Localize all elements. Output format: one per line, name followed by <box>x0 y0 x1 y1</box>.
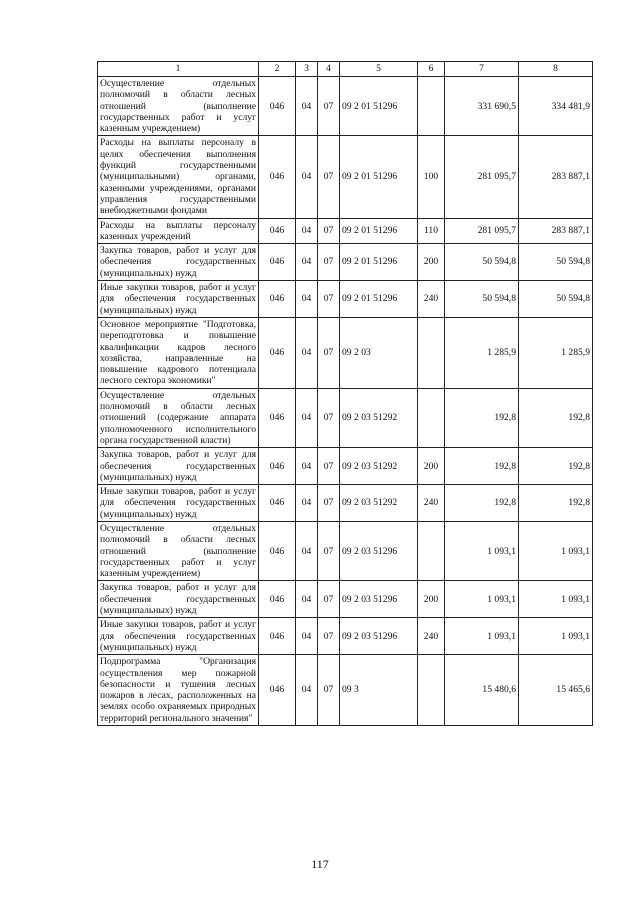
cell-sum1: 192,8 <box>445 448 519 485</box>
document-page <box>97 61 592 726</box>
cell-sum1: 192,8 <box>445 485 519 522</box>
cell-rz: 04 <box>296 448 318 485</box>
cell-csr: 09 3 <box>340 655 418 726</box>
cell-vr: 110 <box>418 218 445 244</box>
cell-name: Осуществление отдельных полномочий в области лесных отношений (выполнение государственных работ и услуг казенным учреждением) <box>98 521 259 580</box>
cell-csr: 09 2 03 51292 <box>340 485 418 522</box>
cell-name: Расходы на выплаты персоналу казенных учреждений <box>98 218 259 244</box>
cell-pr: 07 <box>318 618 340 655</box>
budget-table <box>97 61 593 726</box>
cell-rz: 04 <box>296 581 318 618</box>
cell-pr: 07 <box>318 317 340 388</box>
header-cell: 2 <box>259 62 296 77</box>
cell-vr: 200 <box>418 448 445 485</box>
cell-sum2: 283 887,1 <box>519 136 593 218</box>
cell-ved: 046 <box>259 244 296 281</box>
cell-vr <box>418 388 445 447</box>
cell-vr: 100 <box>418 136 445 218</box>
table-row <box>98 218 593 244</box>
cell-ved: 046 <box>259 521 296 580</box>
cell-rz: 04 <box>296 77 318 136</box>
table-row <box>98 244 593 281</box>
cell-csr: 09 2 01 51296 <box>340 77 418 136</box>
cell-csr: 09 2 03 51296 <box>340 521 418 580</box>
header-cell: 3 <box>296 62 318 77</box>
cell-sum1: 1 285,9 <box>445 317 519 388</box>
cell-name: Иные закупки товаров, работ и услуг для обеспечения государственных (муниципальных) нужд <box>98 618 259 655</box>
cell-vr <box>418 77 445 136</box>
cell-ved: 046 <box>259 485 296 522</box>
cell-rz: 04 <box>296 136 318 218</box>
cell-csr: 09 2 03 51292 <box>340 388 418 447</box>
cell-name: Осуществление отдельных полномочий в области лесных отношений (содержание аппарата уполномоченного исполнительного органа государственной власти) <box>98 388 259 447</box>
cell-sum1: 281 095,7 <box>445 218 519 244</box>
cell-ved: 046 <box>259 218 296 244</box>
cell-pr: 07 <box>318 448 340 485</box>
cell-vr <box>418 317 445 388</box>
cell-sum2: 50 594,8 <box>519 244 593 281</box>
cell-sum2: 192,8 <box>519 388 593 447</box>
cell-vr: 200 <box>418 244 445 281</box>
cell-rz: 04 <box>296 317 318 388</box>
table-row <box>98 618 593 655</box>
cell-name: Расходы на выплаты персоналу в целях обеспечения выполнения функций государственными (муниципальными) органами, казенными учреждениями, органами управления государственными внебюджетными фондами <box>98 136 259 218</box>
cell-rz: 04 <box>296 218 318 244</box>
cell-pr: 07 <box>318 485 340 522</box>
table-row <box>98 448 593 485</box>
header-cell: 7 <box>445 62 519 77</box>
cell-sum1: 281 095,7 <box>445 136 519 218</box>
cell-pr: 07 <box>318 136 340 218</box>
cell-sum2: 192,8 <box>519 485 593 522</box>
cell-ved: 046 <box>259 317 296 388</box>
cell-sum2: 15 465,6 <box>519 655 593 726</box>
cell-ved: 046 <box>259 618 296 655</box>
cell-ved: 046 <box>259 136 296 218</box>
cell-ved: 046 <box>259 448 296 485</box>
cell-csr: 09 2 03 51292 <box>340 448 418 485</box>
cell-name: Закупка товаров, работ и услуг для обеспечения государственных (муниципальных) нужд <box>98 448 259 485</box>
cell-sum1: 1 093,1 <box>445 618 519 655</box>
cell-pr: 07 <box>318 218 340 244</box>
cell-vr <box>418 521 445 580</box>
cell-rz: 04 <box>296 521 318 580</box>
cell-csr: 09 2 03 <box>340 317 418 388</box>
table-row <box>98 317 593 388</box>
cell-rz: 04 <box>296 618 318 655</box>
cell-ved: 046 <box>259 388 296 447</box>
table-row <box>98 581 593 618</box>
cell-sum1: 1 093,1 <box>445 521 519 580</box>
cell-csr: 09 2 01 51296 <box>340 136 418 218</box>
cell-sum1: 192,8 <box>445 388 519 447</box>
cell-name: Иные закупки товаров, работ и услуг для обеспечения государственных (муниципальных) нужд <box>98 485 259 522</box>
table-header-row <box>98 62 593 77</box>
cell-rz: 04 <box>296 485 318 522</box>
cell-pr: 07 <box>318 281 340 318</box>
cell-pr: 07 <box>318 388 340 447</box>
table-row <box>98 655 593 726</box>
cell-pr: 07 <box>318 655 340 726</box>
table-row <box>98 136 593 218</box>
cell-name: Подпрограмма "Организация осуществления мер пожарной безопасности и тушения лесных пожаров в лесах, расположенных на землях особо охраняемых природных территорий регионального значения" <box>98 655 259 726</box>
header-cell: 4 <box>318 62 340 77</box>
cell-pr: 07 <box>318 521 340 580</box>
cell-name: Закупка товаров, работ и услуг для обеспечения государственных (муниципальных) нужд <box>98 244 259 281</box>
cell-csr: 09 2 03 51296 <box>340 618 418 655</box>
cell-sum2: 334 481,9 <box>519 77 593 136</box>
cell-vr <box>418 655 445 726</box>
header-cell: 8 <box>519 62 593 77</box>
cell-name: Иные закупки товаров, работ и услуг для обеспечения государственных (муниципальных) нужд <box>98 281 259 318</box>
cell-sum1: 15 480,6 <box>445 655 519 726</box>
table-row <box>98 281 593 318</box>
cell-pr: 07 <box>318 581 340 618</box>
cell-ved: 046 <box>259 77 296 136</box>
cell-sum1: 50 594,8 <box>445 281 519 318</box>
cell-name: Осуществление отдельных полномочий в области лесных отношений (выполнение государственных работ и услуг казенным учреждением) <box>98 77 259 136</box>
cell-rz: 04 <box>296 655 318 726</box>
cell-ved: 046 <box>259 655 296 726</box>
cell-csr: 09 2 03 51296 <box>340 581 418 618</box>
cell-ved: 046 <box>259 281 296 318</box>
cell-sum2: 1 093,1 <box>519 521 593 580</box>
cell-name: Основное мероприятие "Подготовка, переподготовка и повышение квалификации кадров лесного хозяйства, направленные на повышение кадрового потенциала лесного сектора экономики" <box>98 317 259 388</box>
cell-vr: 240 <box>418 618 445 655</box>
cell-vr: 200 <box>418 581 445 618</box>
cell-sum2: 283 887,1 <box>519 218 593 244</box>
table-row <box>98 388 593 447</box>
cell-vr: 240 <box>418 485 445 522</box>
cell-sum1: 50 594,8 <box>445 244 519 281</box>
cell-sum2: 1 285,9 <box>519 317 593 388</box>
cell-csr: 09 2 01 51296 <box>340 281 418 318</box>
table-row <box>98 521 593 580</box>
cell-vr: 240 <box>418 281 445 318</box>
cell-sum2: 192,8 <box>519 448 593 485</box>
cell-sum1: 331 690,5 <box>445 77 519 136</box>
header-cell: 6 <box>418 62 445 77</box>
cell-csr: 09 2 01 51296 <box>340 218 418 244</box>
cell-sum1: 1 093,1 <box>445 581 519 618</box>
header-cell: 1 <box>98 62 259 77</box>
cell-rz: 04 <box>296 244 318 281</box>
cell-pr: 07 <box>318 244 340 281</box>
cell-rz: 04 <box>296 388 318 447</box>
header-cell: 5 <box>340 62 418 77</box>
cell-csr: 09 2 01 51296 <box>340 244 418 281</box>
cell-sum2: 50 594,8 <box>519 281 593 318</box>
table-row <box>98 77 593 136</box>
cell-sum2: 1 093,1 <box>519 581 593 618</box>
cell-name: Закупка товаров, работ и услуг для обеспечения государственных (муниципальных) нужд <box>98 581 259 618</box>
page-number: 117 <box>311 857 329 871</box>
cell-rz: 04 <box>296 281 318 318</box>
table-row <box>98 485 593 522</box>
cell-ved: 046 <box>259 581 296 618</box>
cell-sum2: 1 093,1 <box>519 618 593 655</box>
cell-pr: 07 <box>318 77 340 136</box>
